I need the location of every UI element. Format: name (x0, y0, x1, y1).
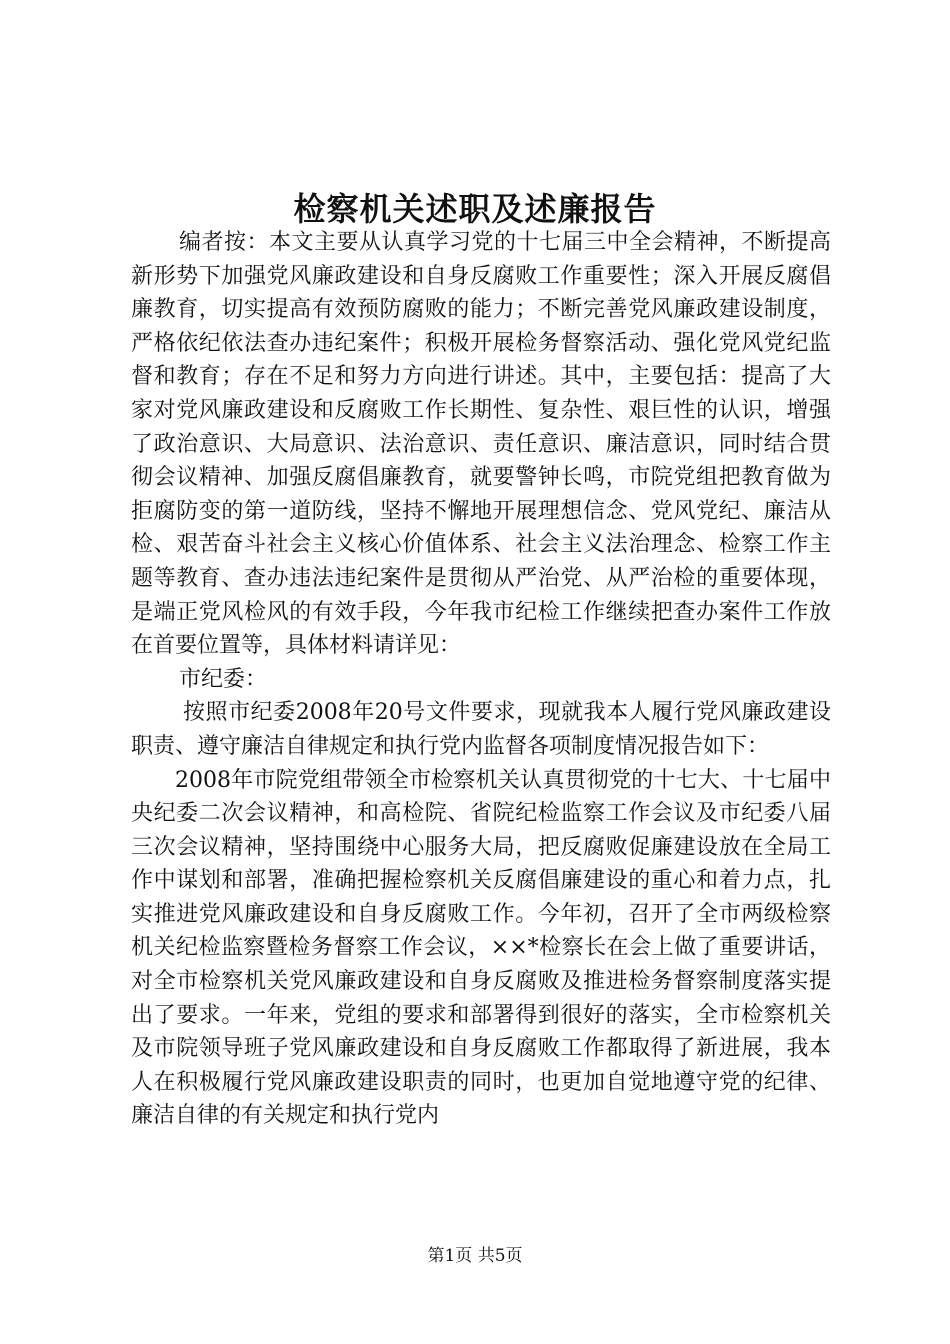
page-number-footer: 第1页 共5页 (427, 1246, 523, 1266)
salutation-paragraph: 市纪委： (179, 666, 268, 692)
document-title: 检察机关述职及述廉报告 (293, 190, 657, 228)
document-body (131, 226, 831, 1133)
main-paragraph: 2008年市院党组带领全市检察机关认真贯彻党的十七大、十七届中央纪委二次会议精神，和高检院、省院纪检监察工作会议及市纪委八届三次会议精神，坚持围绕中心服务大局，把反腐败促廉建设放在全局工作中谋划和部署，准确把握检察机关反腐倡廉建设的重心和着力点，扎实推进党风廉政建设和自身反腐败工作。今年初，召开了全市两级检察机关纪检监察暨检务督察工作会议，××*检察长在会上做了重要讲话，对全市检察机关党风廉政建设和自身反腐败及推进检务督察制度落实提出了要求。一年来，党组的要求和部署得到很好的落实，全市检察机关及市院领导班子党风廉政建设和自身反腐败工作都取得了新进展，我本人在积极履行党风廉政建设职责的同时，也更加自觉地遵守党的纪律、廉洁自律的有关规定和执行党内 (131, 767, 831, 1129)
editor-note-paragraph: 编者按：本文主要从认真学习党的十七届三中全会精神，不断提高新形势下加强党风廉政建设和自身反腐败工作重要性；深入开展反腐倡廉教育，切实提高有效预防腐败的能力；不断完善党风廉政建设制度，严格依纪依法查办违纪案件；积极开展检务督察活动、强化党风党纪监督和教育；存在不足和努力方向进行讲述。其中，主要包括：提高了大家对党风廉政建设和反腐败工作长期性、复杂性、艰巨性的认识，增强了政治意识、大局意识、法治意识、责任意识、廉洁意识，同时结合贯彻会议精神、加强反腐倡廉教育，就要警钟长鸣，市院党组把教育做为拒腐防变的第一道防线，坚持不懈地开展理想信念、党风党纪、廉洁从检、艰苦奋斗社会主义核心价值体系、社会主义法治理念、检察工作主题等教育、查办违法违纪案件是贯彻从严治党、从严治检的重要体现，是端正党风检风的有效手段，今年我市纪检工作继续把查办案件工作放在首要位置等，具体材料请详见： (131, 230, 831, 659)
intro-paragraph: 按照市纪委2008年20号文件要求，现就我本人履行党风廉政建设职责、遵守廉洁自律规定和执行党内监督各项制度情况报告如下： (131, 700, 831, 759)
